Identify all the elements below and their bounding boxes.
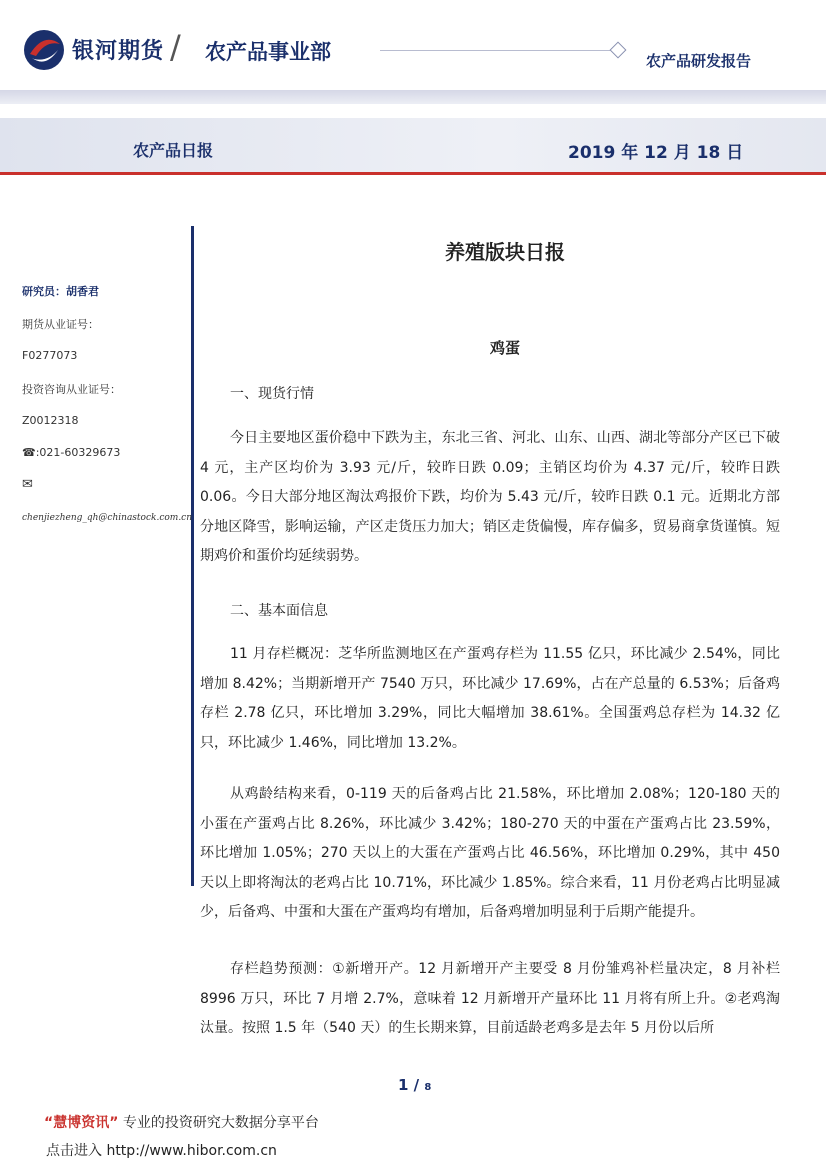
diamond-icon	[610, 42, 627, 59]
current-page: 1	[398, 1076, 409, 1094]
section-heading-spot: 一、现货行情	[230, 386, 314, 402]
report-date: 2019 年 12 月 18 日	[568, 143, 744, 163]
total-pages: 8	[424, 1082, 432, 1093]
paragraph-spot-market: 今日主要地区蛋价稳中下跌为主，东北三省、河北、山东、山西、湖北等部分产区已下破 4 元，主产区均价为 3.93 元/斤，较昨日跌 0.09；主销区均价为 4.37 元/斤，较昨日跌 0.06。今日大部分地区淘汰鸡报价下跌，均价为 5.43 元/斤，较昨日跌 0.1 元。近期北方部分地区降雪，影响运输，产区走货压力加大；销区走货偏慢，库存偏多，贸易商拿货谨慎。短期鸡价和蛋价均延续弱势。	[200, 430, 780, 564]
paragraph-forecast: 存栏趋势预测：①新增开产。12 月新增开产主要受 8 月份雏鸡补栏量决定，8 月补栏 8996 万只，环比 7 月增 2.7%，意味着 12 月新增开产量环比 11 月将有所上升。②老鸡淘汰量。按照 1.5 年（540 天）的生长期来算，目前适龄老鸡多是去年 5 月份以后所	[200, 961, 780, 1036]
promo-link[interactable]: 点击进入 http://www.hibor.com.cn	[46, 1143, 277, 1159]
paragraph-inventory: 11 月存栏概况：芝华所监测地区在产蛋鸡存栏为 11.55 亿只，环比减少 2.54%，同比增加 8.42%；当期新增开产 7540 万只，环比减少 17.69%，占在产总量的 6.53%；后备鸡存栏 2.78 亿只，环比增加 3.29%，同比大幅增加 38.61%。全国蛋鸡总存栏为 14.32 亿只，环比减少 1.46%，同比增加 13.2%。	[200, 646, 780, 751]
promo-brand: 慧博资讯	[53, 1115, 110, 1131]
email-address[interactable]: chenjiezheng_qh@chinastock.com.cn	[22, 513, 193, 523]
header-band-top	[0, 90, 826, 104]
daily-label: 农产品日报	[133, 141, 214, 160]
promo-banner	[44, 1112, 319, 1132]
sidebar-divider	[191, 226, 194, 886]
analyst-name: 研究员：胡香君	[22, 285, 99, 298]
galaxy-futures-logo	[22, 28, 66, 72]
invest-cert-number: Z0012318	[22, 414, 79, 427]
section-subtitle: 鸡蛋	[489, 339, 520, 357]
report-type: 农产品研发报告	[646, 52, 752, 70]
promo-quote-open: “	[44, 1115, 54, 1131]
department-name: 农产品事业部	[205, 40, 331, 64]
header-red-rule	[0, 172, 826, 175]
invest-cert-label: 投资咨询从业证号：	[22, 383, 121, 396]
promo-text: 专业的投资研究大数据分享平台	[122, 1115, 319, 1131]
page-title: 养殖版块日报	[445, 240, 565, 264]
promo-quote-close: ”	[109, 1115, 119, 1131]
futures-cert-number: F0277073	[22, 349, 78, 362]
futures-cert-label: 期货从业证号：	[22, 318, 99, 331]
header-divider-slash: /	[170, 28, 181, 66]
paragraph-age-structure: 从鸡龄结构来看，0-119 天的后备鸡占比 21.58%，环比增加 2.08%；120-180 天的小蛋在产蛋鸡占比 8.26%，环比减少 3.42%；180-270 天的中蛋在产蛋鸡占比 23.59%，环比增加 1.05%；270 天以上的大蛋在产蛋鸡占比 46.56%，环比增加 0.29%，其中 450 天以上即将淘汰的老鸡占比 10.71%，环比减少 1.85%。综合来看，11 月份老鸡占比明显减少，后备鸡、中蛋和大蛋在产蛋鸡均有增加，后备鸡增加明显利于后期产能提升。	[200, 786, 780, 920]
brand-name: 银河期货	[72, 39, 165, 64]
section-heading-fundamentals: 二、基本面信息	[230, 603, 328, 619]
page-number: 1 / 8	[398, 1076, 432, 1094]
header-rule	[380, 50, 610, 51]
mail-icon: ✉	[22, 477, 33, 492]
phone-number: ☎:021-60329673	[22, 446, 121, 459]
